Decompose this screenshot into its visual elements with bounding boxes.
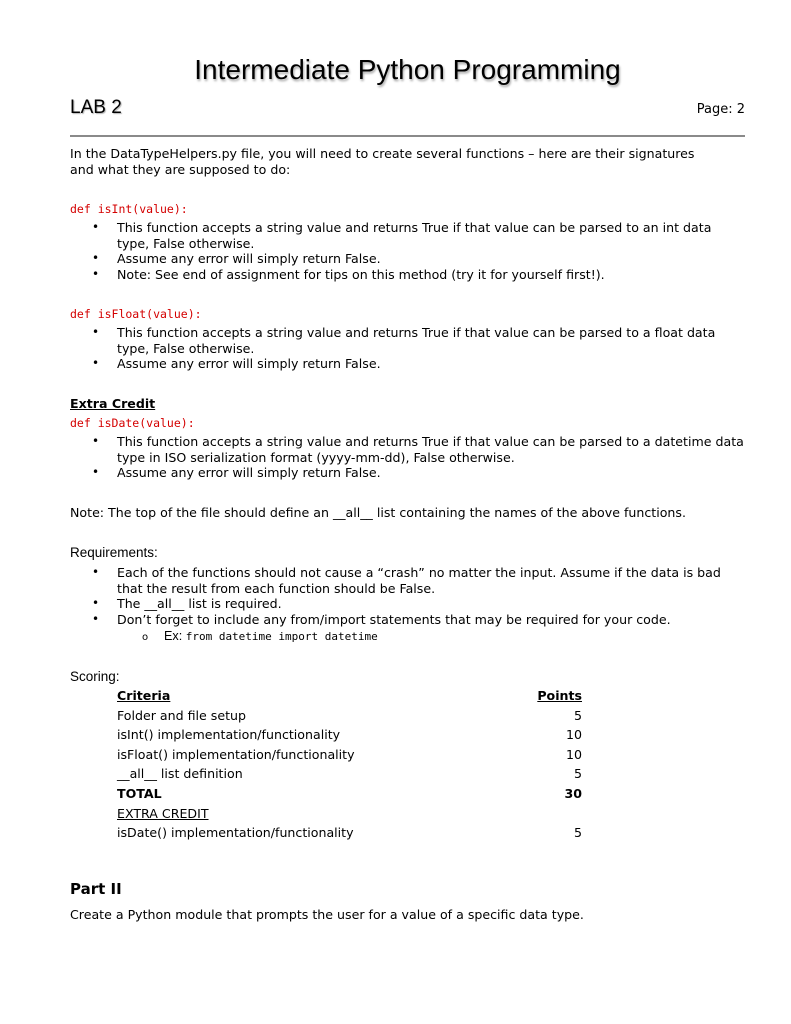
isdate-bullet-text: Assume any error will simply return False. bbox=[117, 465, 381, 481]
requirements-heading: Requirements: bbox=[70, 545, 158, 560]
points-cell: 5 bbox=[573, 766, 582, 782]
list-item bbox=[70, 465, 745, 481]
requirements-bullets bbox=[70, 565, 745, 627]
extra-credit-heading: Extra Credit bbox=[70, 396, 156, 411]
points-cell: 10 bbox=[565, 746, 582, 762]
criteria-cell: isFloat() implementation/functionality bbox=[117, 746, 355, 762]
lab-label: LAB 2 bbox=[70, 97, 122, 118]
bullet-icon: • bbox=[92, 565, 100, 579]
table-row bbox=[117, 706, 582, 726]
all-list-note: Note: The top of the file should define an __all__ list containing the names of the above functions. bbox=[70, 505, 686, 520]
total-points: 30 bbox=[564, 785, 582, 801]
requirement-text: Each of the functions should not cause a “crash” no matter the input. Assume if the data is bad that the result from each function should be False. bbox=[117, 565, 721, 596]
bullet-icon: • bbox=[92, 434, 100, 448]
isint-bullet-text: Assume any error will simply return False. bbox=[117, 251, 381, 267]
intro-line-1: In the DataTypeHelpers.py file, you will need to create several functions – here are their signatures bbox=[70, 146, 695, 161]
bullet-icon: • bbox=[92, 251, 100, 266]
isdate-bullet-text: This function accepts a string value and returns True if that value can be parsed to a datetime data type in ISO serialization format (yyyy-mm-dd), False otherwise. bbox=[117, 434, 744, 465]
list-item bbox=[70, 325, 745, 356]
example-code: from datetime import datetime bbox=[185, 630, 378, 643]
header-divider bbox=[70, 135, 745, 137]
points-header: Points bbox=[537, 688, 582, 703]
part-ii-heading: Part II bbox=[70, 880, 122, 898]
total-row bbox=[117, 784, 582, 804]
intro-line-2: and what they are supposed to do: bbox=[70, 162, 291, 177]
isfloat-signature: def isFloat(value): bbox=[70, 307, 202, 321]
scoring-table bbox=[117, 686, 582, 843]
criteria-cell: Folder and file setup bbox=[117, 707, 247, 723]
criteria-cell: isDate() implementation/functionality bbox=[117, 825, 354, 841]
criteria-header: Criteria bbox=[117, 688, 171, 703]
isint-bullet-text: Note: See end of assignment for tips on this method (try it for yourself first!). bbox=[117, 266, 605, 282]
bullet-icon: • bbox=[92, 266, 100, 281]
isint-bullet-text: This function accepts a string value and returns True if that value can be parsed to an int data type, False otherwise. bbox=[117, 220, 712, 251]
isfloat-bullet-text: Assume any error will simply return False. bbox=[117, 356, 381, 372]
requirement-text: The __all__ list is required. bbox=[117, 596, 282, 612]
list-item bbox=[70, 356, 745, 372]
list-item bbox=[70, 267, 745, 283]
list-item bbox=[70, 251, 745, 267]
total-label: TOTAL bbox=[117, 785, 162, 801]
isfloat-bullets bbox=[70, 325, 745, 372]
points-cell: 5 bbox=[573, 825, 582, 841]
bullet-icon: • bbox=[92, 220, 100, 234]
scoring-header-row bbox=[117, 686, 582, 706]
criteria-cell: __all__ list definition bbox=[117, 766, 243, 782]
isdate-bullets bbox=[70, 434, 745, 481]
points-cell: 5 bbox=[573, 707, 582, 723]
part-ii-text: Create a Python module that prompts the user for a value of a specific data type. bbox=[70, 907, 584, 922]
scoring-heading: Scoring: bbox=[70, 669, 120, 684]
isdate-signature: def isDate(value): bbox=[70, 416, 195, 430]
extra-credit-row-label bbox=[117, 804, 582, 824]
isfloat-bullet-text: This function accepts a string value and returns True if that value can be parsed to a float data type, False otherwise. bbox=[117, 325, 716, 356]
bullet-icon: • bbox=[92, 596, 100, 611]
list-item bbox=[70, 434, 745, 465]
bullet-icon: • bbox=[92, 611, 100, 626]
requirement-text: Don’t forget to include any from/import statements that may be required for your code. bbox=[117, 611, 671, 627]
extra-credit-label: EXTRA CREDIT bbox=[117, 805, 209, 821]
list-item bbox=[70, 596, 745, 612]
example-prefix: Ex: bbox=[164, 629, 186, 643]
list-item bbox=[70, 220, 745, 251]
bullet-icon: • bbox=[92, 356, 100, 371]
table-row bbox=[117, 725, 582, 745]
table-row bbox=[117, 823, 582, 843]
bullet-icon: • bbox=[92, 465, 100, 480]
list-item bbox=[70, 565, 745, 596]
criteria-cell: isInt() implementation/functionality bbox=[117, 727, 341, 743]
page-number: Page: 2 bbox=[696, 102, 745, 117]
document-title: Intermediate Python Programming bbox=[194, 54, 621, 85]
table-row bbox=[117, 745, 582, 765]
points-cell: 10 bbox=[565, 727, 582, 743]
table-row bbox=[117, 764, 582, 784]
isint-signature: def isInt(value): bbox=[70, 202, 188, 216]
requirements-subitem bbox=[142, 628, 378, 646]
circle-bullet-icon: o bbox=[142, 632, 149, 643]
bullet-icon: • bbox=[92, 325, 100, 339]
list-item bbox=[70, 612, 745, 628]
isint-bullets bbox=[70, 220, 745, 282]
